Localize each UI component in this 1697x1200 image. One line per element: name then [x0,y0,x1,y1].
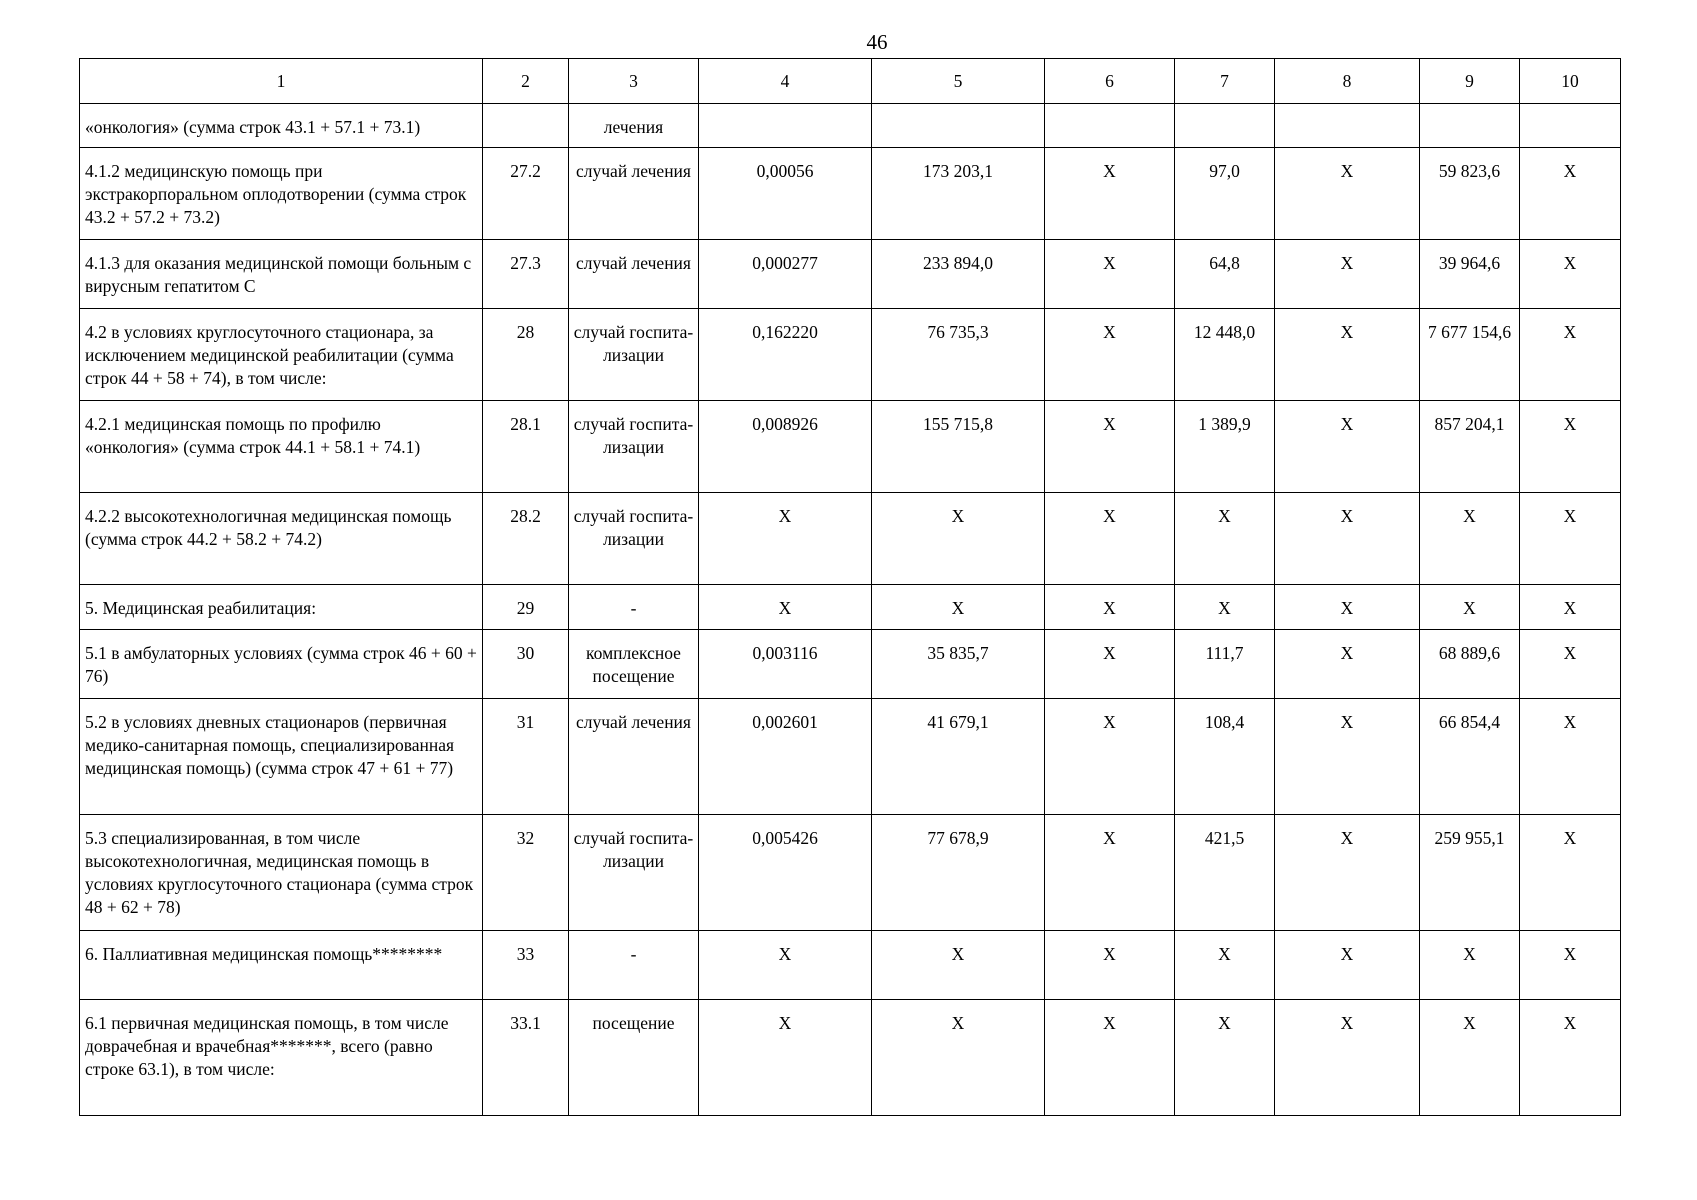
col8-cell: X [1275,931,1420,1000]
col8-cell: X [1275,815,1420,931]
col9-cell: X [1420,931,1520,1000]
col7-cell: 421,5 [1175,815,1275,931]
row-label: 4.1.3 для оказания медицинской помощи больным с вирусным гепатитом С [80,240,483,309]
col9-cell: 68 889,6 [1420,630,1520,699]
unit-cell: случай лечения [569,240,699,309]
col4-cell [699,104,872,148]
col7-cell: X [1175,493,1275,585]
header-cell-4: 4 [699,59,872,104]
col4-cell: X [699,585,872,630]
table-row [80,1000,1621,1116]
row-label: 5.1 в амбулаторных условиях (сумма строк 46 + 60 + 76) [80,630,483,699]
col6-cell: X [1045,630,1175,699]
col9-cell: X [1420,493,1520,585]
table-row [80,931,1621,1000]
header-cell-1: 1 [80,59,483,104]
col8-cell: X [1275,699,1420,815]
col10-cell: X [1520,401,1621,493]
col10-cell: X [1520,309,1621,401]
col8-cell [1275,104,1420,148]
col4-cell: 0,000277 [699,240,872,309]
table-row [80,148,1621,240]
col5-cell: X [872,931,1045,1000]
col7-cell: 1 389,9 [1175,401,1275,493]
col8-cell: X [1275,309,1420,401]
col4-cell: 0,00056 [699,148,872,240]
col5-cell: 155 715,8 [872,401,1045,493]
col8-cell: X [1275,148,1420,240]
col6-cell: X [1045,309,1175,401]
col8-cell: X [1275,493,1420,585]
row-number: 32 [483,815,569,931]
header-cell-3: 3 [569,59,699,104]
row-number: 28.1 [483,401,569,493]
col5-cell: X [872,493,1045,585]
col4-cell: 0,162220 [699,309,872,401]
col8-cell: X [1275,401,1420,493]
col10-cell: X [1520,931,1621,1000]
col5-cell [872,104,1045,148]
col9-cell: 7 677 154,6 [1420,309,1520,401]
table-row [80,630,1621,699]
row-number: 33.1 [483,1000,569,1116]
col5-cell: X [872,585,1045,630]
col10-cell: X [1520,815,1621,931]
col4-cell: X [699,493,872,585]
data-table [79,58,1621,1116]
col10-cell: X [1520,630,1621,699]
col9-cell: 59 823,6 [1420,148,1520,240]
row-number: 33 [483,931,569,1000]
col5-cell: 77 678,9 [872,815,1045,931]
col10-cell [1520,104,1621,148]
row-label: 4.1.2 медицинскую помощь при экстракорпоральном оплодотворении (сумма строк 43.2 + 57.2 + 73.2) [80,148,483,240]
col5-cell: 233 894,0 [872,240,1045,309]
col4-cell: 0,003116 [699,630,872,699]
col4-cell: 0,008926 [699,401,872,493]
col4-cell: 0,005426 [699,815,872,931]
col5-cell: 35 835,7 [872,630,1045,699]
col9-cell: 259 955,1 [1420,815,1520,931]
col9-cell: 39 964,6 [1420,240,1520,309]
col5-cell: 173 203,1 [872,148,1045,240]
col7-cell: 111,7 [1175,630,1275,699]
unit-cell: случай госпита-лизации [569,309,699,401]
table-row [80,309,1621,401]
col8-cell: X [1275,630,1420,699]
table-row [80,401,1621,493]
col6-cell: X [1045,1000,1175,1116]
col7-cell: 108,4 [1175,699,1275,815]
table-row [80,699,1621,815]
table-row [80,815,1621,931]
unit-cell: комплексное посещение [569,630,699,699]
header-cell-9: 9 [1420,59,1520,104]
row-number: 28 [483,309,569,401]
col4-cell: 0,002601 [699,699,872,815]
header-cell-5: 5 [872,59,1045,104]
unit-cell: посещение [569,1000,699,1116]
table-row [80,585,1621,630]
page-number: 46 [866,30,888,54]
col10-cell: X [1520,699,1621,815]
table-row [80,104,1621,148]
col6-cell [1045,104,1175,148]
header-cell-2: 2 [483,59,569,104]
col7-cell: X [1175,931,1275,1000]
col6-cell: X [1045,401,1175,493]
col7-cell: 12 448,0 [1175,309,1275,401]
unit-cell: - [569,585,699,630]
header-cell-7: 7 [1175,59,1275,104]
unit-cell: случай госпита-лизации [569,401,699,493]
col7-cell: X [1175,1000,1275,1116]
col6-cell: X [1045,931,1175,1000]
col8-cell: X [1275,1000,1420,1116]
col5-cell: X [872,1000,1045,1116]
row-number: 29 [483,585,569,630]
row-label: 4.2.2 высокотехнологичная медицинская помощь (сумма строк 44.2 + 58.2 + 74.2) [80,493,483,585]
col7-cell [1175,104,1275,148]
col9-cell [1420,104,1520,148]
table-row [80,240,1621,309]
col4-cell: X [699,1000,872,1116]
header-cell-8: 8 [1275,59,1420,104]
header-cell-10: 10 [1520,59,1621,104]
col6-cell: X [1045,493,1175,585]
col7-cell: 64,8 [1175,240,1275,309]
row-number [483,104,569,148]
row-number: 28.2 [483,493,569,585]
col7-cell: X [1175,585,1275,630]
header-cell-6: 6 [1045,59,1175,104]
table-row [80,493,1621,585]
unit-cell: случай госпита-лизации [569,493,699,585]
col8-cell: X [1275,585,1420,630]
row-label: 4.2 в условиях круглосуточного стационара, за исключением медицинской реабилитации (сумма строк 44 + 58 + 74), в том числе: [80,309,483,401]
col6-cell: X [1045,240,1175,309]
row-label: 5.2 в условиях дневных стационаров (первичная медико-санитарная помощь, специализированная медицинская помощь) (сумма строк 47 + 61 + 77) [80,699,483,815]
col10-cell: X [1520,585,1621,630]
row-label: 5. Медицинская реабилитация: [80,585,483,630]
col10-cell: X [1520,240,1621,309]
unit-cell: лечения [569,104,699,148]
header-row [80,59,1621,104]
col10-cell: X [1520,148,1621,240]
col9-cell: 857 204,1 [1420,401,1520,493]
col9-cell: X [1420,1000,1520,1116]
col6-cell: X [1045,585,1175,630]
unit-cell: случай госпита-лизации [569,815,699,931]
row-number: 27.3 [483,240,569,309]
unit-cell: - [569,931,699,1000]
col5-cell: 41 679,1 [872,699,1045,815]
unit-cell: случай лечения [569,148,699,240]
col6-cell: X [1045,148,1175,240]
col10-cell: X [1520,1000,1621,1116]
unit-cell: случай лечения [569,699,699,815]
col6-cell: X [1045,815,1175,931]
col9-cell: X [1420,585,1520,630]
row-label: 6.1 первичная медицинская помощь, в том числе доврачебная и врачебная*******, всего (равно строке 63.1), в том числе: [80,1000,483,1116]
col10-cell: X [1520,493,1621,585]
row-number: 30 [483,630,569,699]
col7-cell: 97,0 [1175,148,1275,240]
row-label: «онкология» (сумма строк 43.1 + 57.1 + 73.1) [80,104,483,148]
col9-cell: 66 854,4 [1420,699,1520,815]
row-label: 4.2.1 медицинская помощь по профилю «онкология» (сумма строк 44.1 + 58.1 + 74.1) [80,401,483,493]
col6-cell: X [1045,699,1175,815]
col4-cell: X [699,931,872,1000]
row-label: 5.3 специализированная, в том числе высокотехнологичная, медицинская помощь в условиях круглосуточного стационара (сумма строк 48 + 62 + 78) [80,815,483,931]
col5-cell: 76 735,3 [872,309,1045,401]
row-label: 6. Паллиативная медицинская помощь******** [80,931,483,1000]
row-number: 27.2 [483,148,569,240]
row-number: 31 [483,699,569,815]
col8-cell: X [1275,240,1420,309]
